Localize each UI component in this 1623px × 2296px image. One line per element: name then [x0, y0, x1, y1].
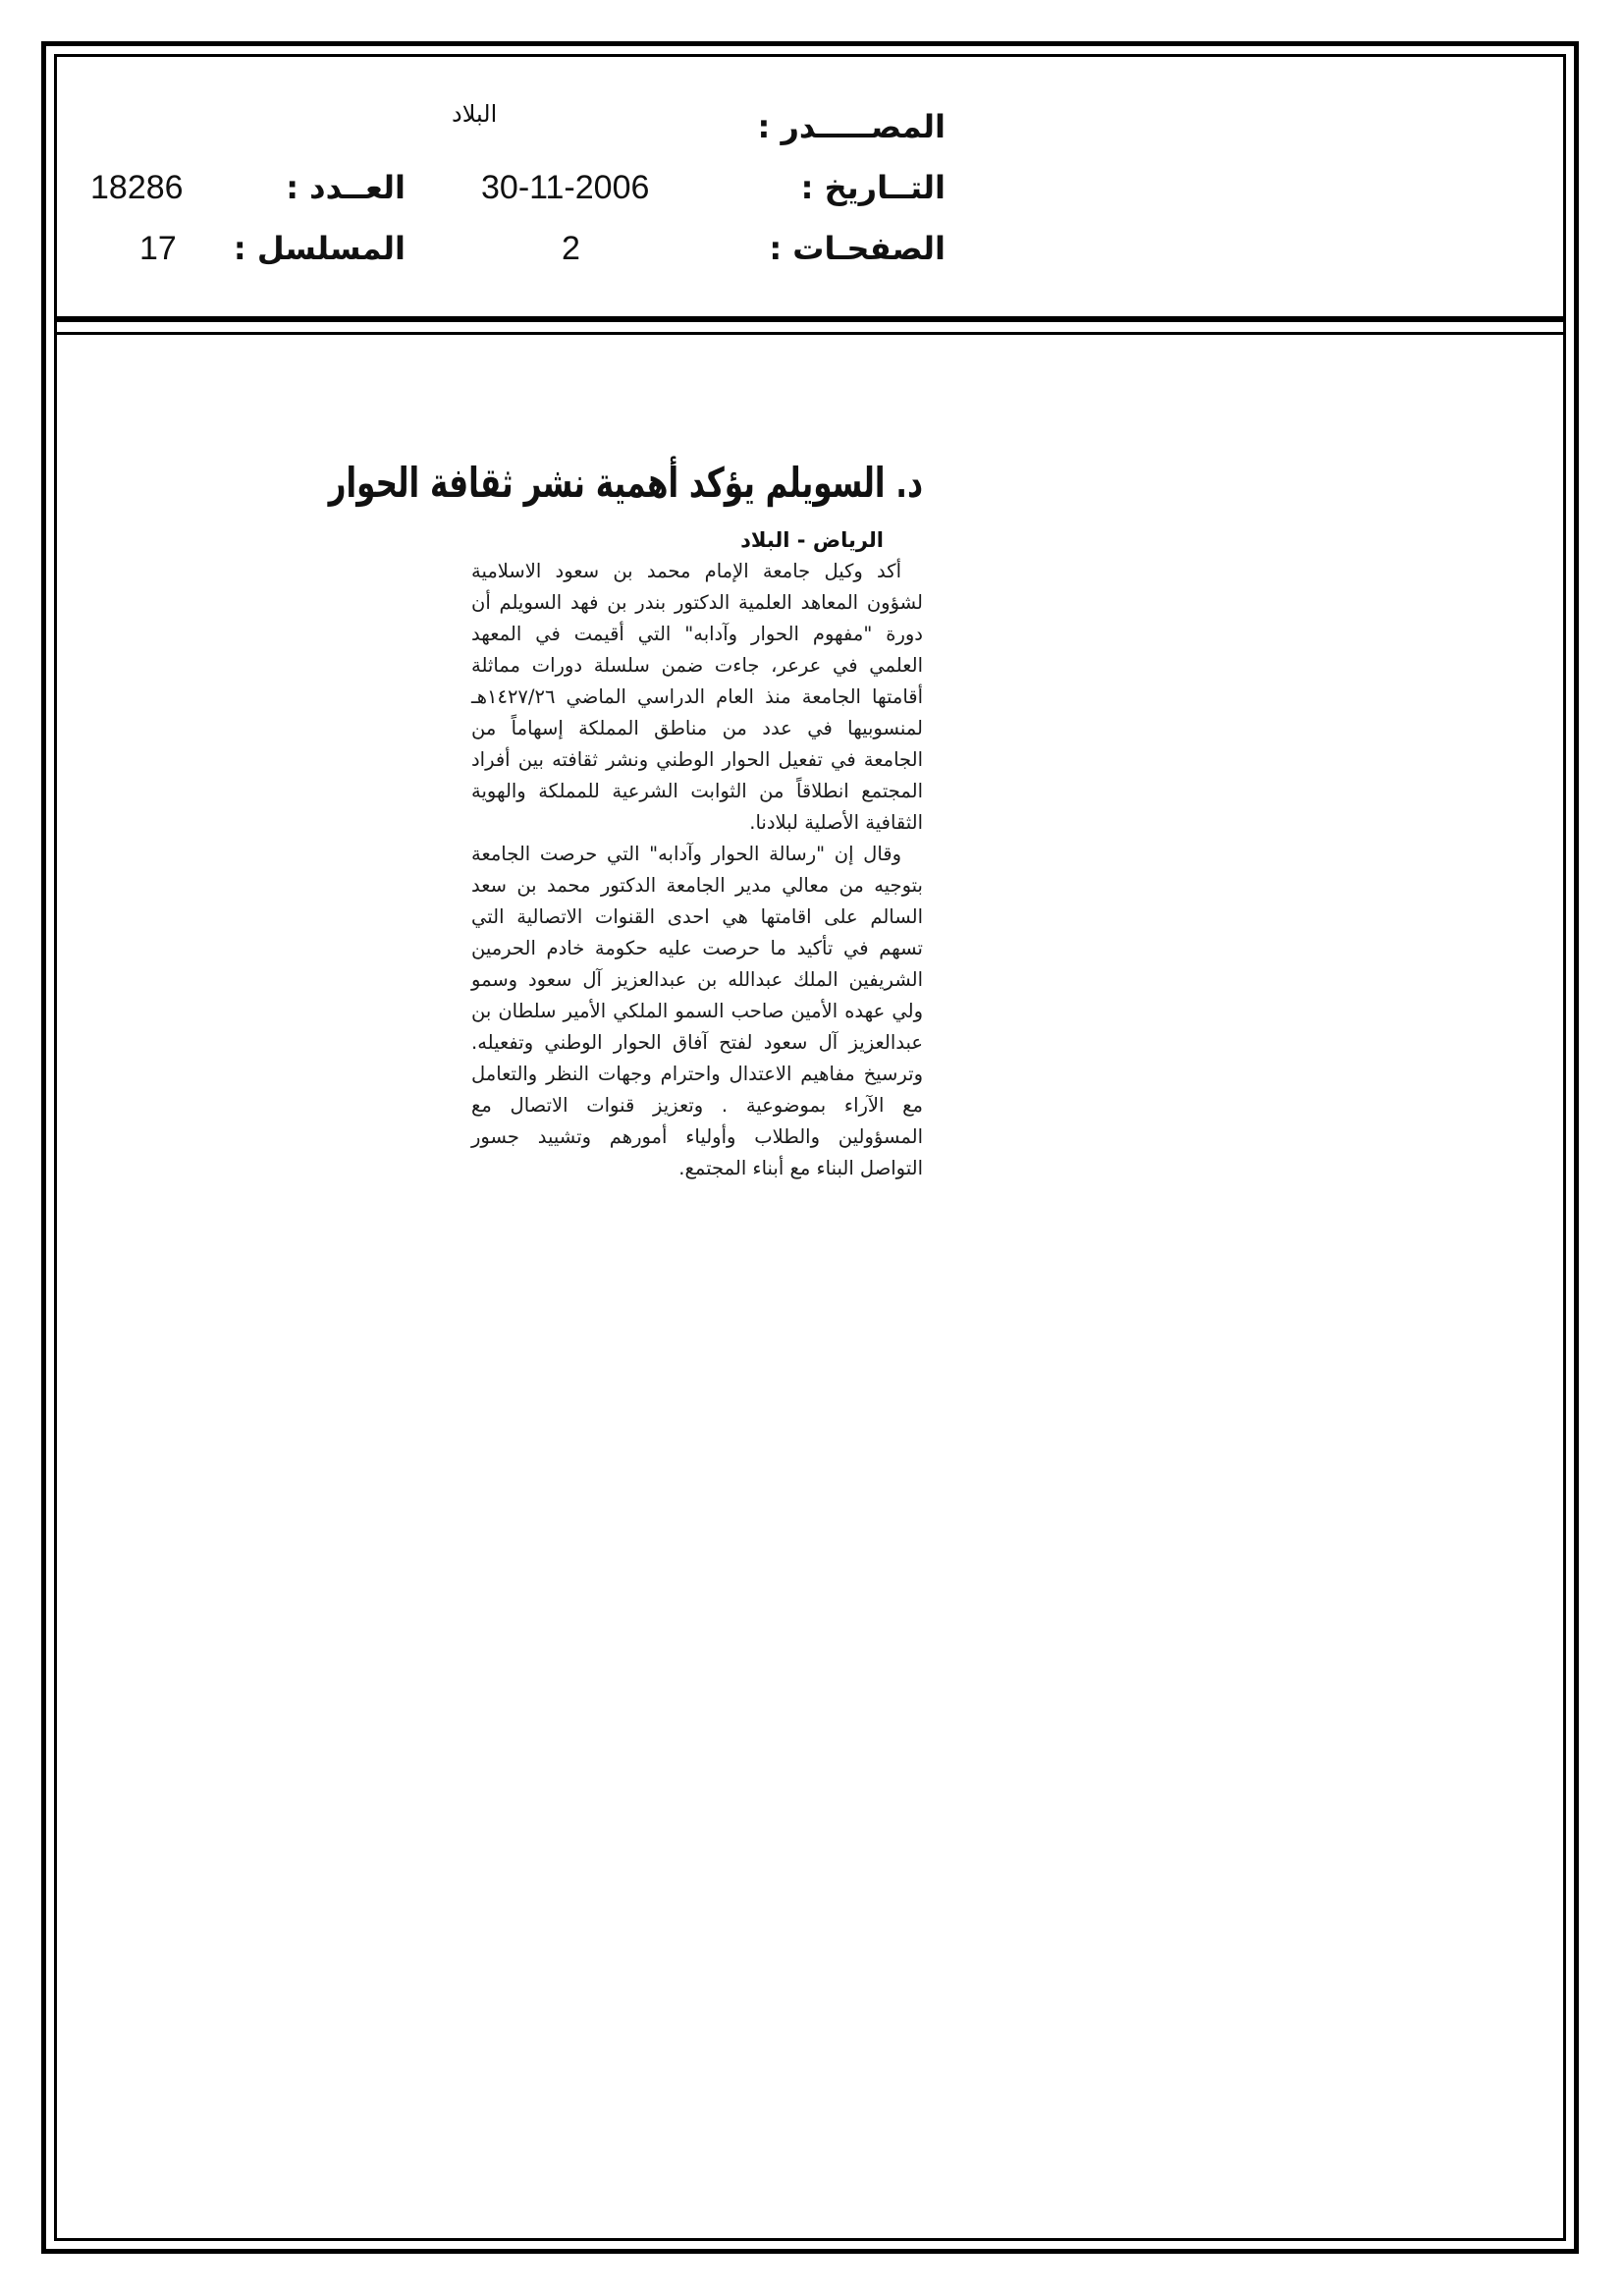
article-paragraph-2: وقال إن "رسالة الحوار وآدابه" التي حرصت الجامعة بتوجيه من معالي مدير الجامعة الدكتور محمد بن سعد السالم على اقامتها هي احدى القنوات الاتصالية التي تسهم في تأكيد ما حرصت عليه حكومة خادم الحرمين الشريفين الملك عبدالله بن عبدالعزيز آل سعود وسمو ولي عهده الأمين صاحب السمو الملكي الأمير سلطان بن عبدالعزيز آل سعود لفتح آفاق الحوار الوطني وتفعيله. وترسيخ مفاهيم الاعتدال واحترام وجهات النظر والتعامل مع الآراء بموضوعية . وتعزيز قنوات الاتصال مع المسؤولين والطلاب وأولياء أمورهم وتشييد جسور التواصل البناء مع أبناء المجتمع. — [471, 843, 923, 1179]
header-divider-thick — [54, 316, 1566, 322]
article-headline: د. السويلم يؤكد أهمية نشر ثقافة الحوار — [328, 460, 923, 508]
serial-value: 17 — [139, 230, 177, 267]
serial-label: المسلسل : — [233, 230, 406, 267]
date-value: 30-11-2006 — [481, 169, 650, 206]
issue-value: 18286 — [90, 169, 184, 206]
issue-label: العــدد : — [286, 169, 406, 206]
header-divider-thin — [54, 332, 1566, 335]
article-dateline: الرياض - البلاد — [740, 528, 884, 552]
source-label: المصـــــدر : — [757, 108, 946, 145]
source-value: البلاد — [452, 100, 498, 128]
article-body — [471, 556, 923, 1184]
date-label: التــاريخ : — [800, 169, 946, 206]
article-paragraph-1: أكد وكيل جامعة الإمام محمد بن سعود الاسلامية لشؤون المعاهد العلمية الدكتور بندر بن فهد السويلم أن دورة "مفهوم الحوار وآدابه" التي أقيمت في المعهد العلمي في عرعر، جاءت ضمن سلسلة دورات مماثلة أقامتها الجامعة منذ العام الدراسي الماضي ١٤٢٧/٢٦هـ لمنسوبيها في عدد من مناطق المملكة إسهاماً من الجامعة في تفعيل الحوار الوطني ونشر ثقافته بين أفراد المجتمع انطلاقاً من الثوابت الشرعية للمملكة والهوية الثقافية الأصلية لبلادنا. — [471, 560, 923, 834]
newspaper-clipping — [328, 442, 923, 1296]
pages-value: 2 — [562, 230, 580, 267]
pages-label: الصفحـات : — [769, 230, 946, 267]
